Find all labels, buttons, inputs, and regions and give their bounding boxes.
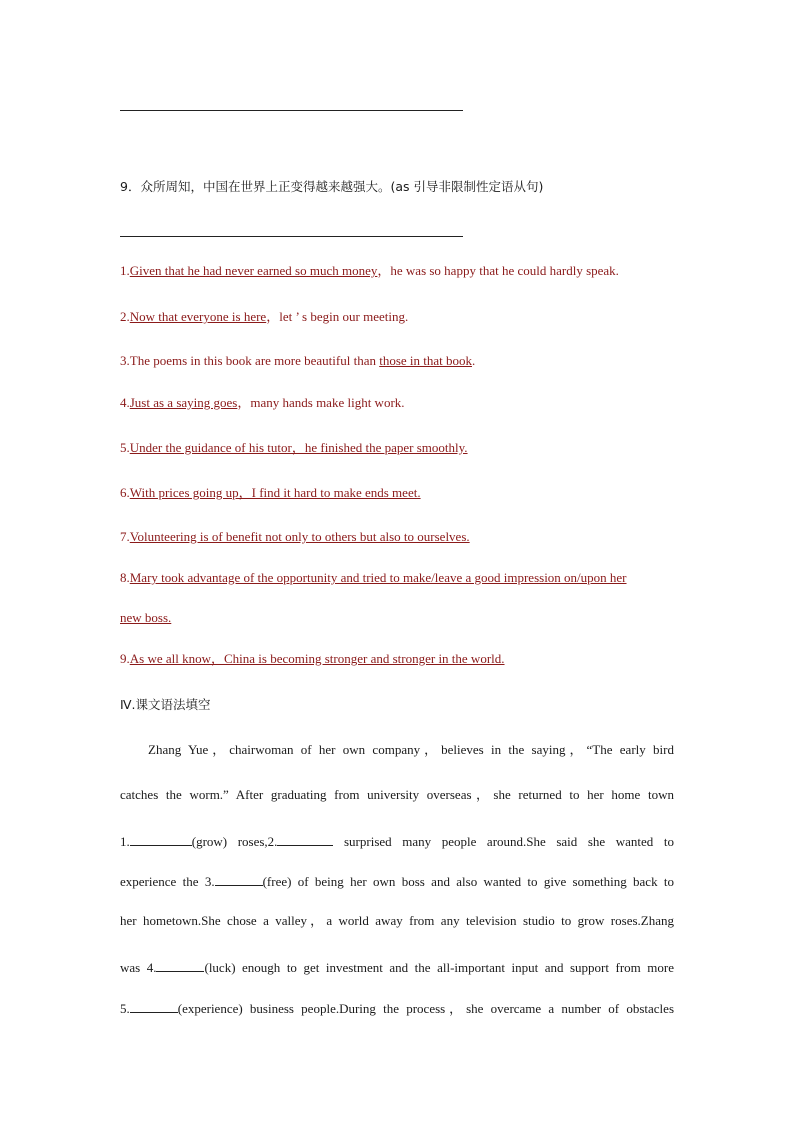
question-9	[120, 178, 674, 196]
answer-underlined: Under the guidance of his tutor，he finished the paper smoothly.	[129, 440, 468, 455]
answer-number: 2.	[120, 309, 130, 324]
answer-number: 9.	[120, 651, 130, 666]
answer-number: 7.	[120, 529, 130, 544]
answer-number: 8.	[120, 570, 130, 585]
passage-line-1: Zhang Yue，chairwoman of her own company，believes in the saying，“The early bird	[148, 742, 674, 757]
answer-underlined: Volunteering is of benefit not only to others but also to ourselves.	[129, 529, 470, 544]
answer-9	[120, 650, 674, 668]
answer-underlined: new boss.	[120, 610, 172, 625]
passage-line-4	[120, 871, 674, 891]
answer-4	[120, 394, 674, 412]
answer-underlined: Now that everyone is here	[129, 309, 267, 324]
answer-rest: ，many hands make light work.	[237, 395, 405, 410]
section-heading: Ⅳ.课文语法填空	[120, 697, 211, 712]
answer-8	[120, 569, 674, 587]
passage-text: (experience) business people.During the process，she overcame a number of obstacles	[177, 1001, 674, 1016]
passage-text: (free) of being her own boss and also wanted to give something back to	[262, 874, 674, 889]
blank-number: was 4.	[120, 960, 157, 975]
passage-line-6	[120, 957, 674, 977]
blank-3[interactable]	[215, 871, 263, 886]
passage-line-5: her hometown.She chose a valley，a world away from any television studio to grow roses.Zhang	[120, 913, 674, 928]
question-text: 众所周知，中国在世界上正变得越来越强大。(as 引导非限制性定语从句)	[140, 179, 544, 194]
answer-rest: .	[472, 353, 476, 368]
answer-rest: ，he was so happy that he could hardly speak.	[377, 263, 619, 278]
answer-number: 1.	[120, 263, 130, 278]
blank-1[interactable]	[130, 831, 192, 846]
answer-prefix: The poems in this book are more beautiful than	[129, 353, 380, 368]
answer-1	[120, 262, 674, 280]
answer-8-continued	[120, 609, 674, 627]
passage-text: (luck) enough to get investment and the all-important input and support from more	[204, 960, 674, 975]
answer-line	[120, 236, 463, 237]
answer-underlined: With prices going up，I find it hard to make ends meet.	[129, 485, 421, 500]
answer-number: 5.	[120, 440, 130, 455]
blank-number: 5.	[120, 1001, 130, 1016]
answer-7	[120, 528, 674, 546]
answer-3	[120, 352, 674, 370]
answer-underlined: Mary took advantage of the opportunity and tried to make/leave a good impression on/upon her	[129, 570, 627, 585]
passage-line-3	[120, 831, 674, 851]
blank-number: 1.	[120, 834, 130, 849]
answer-5	[120, 439, 674, 457]
passage-line-7	[120, 998, 674, 1018]
answer-underlined: Just as a saying goes	[129, 395, 238, 410]
blank-number: experience the 3.	[120, 874, 215, 889]
blank-5[interactable]	[130, 998, 178, 1013]
answer-underlined: Given that he had never earned so much money	[129, 263, 378, 278]
question-number: 9．	[120, 179, 141, 194]
answer-line	[120, 110, 463, 111]
answer-underlined: As we all know，China is becoming stronger and stronger in the world.	[129, 651, 505, 666]
answer-rest: ，let ’ s begin our meeting.	[266, 309, 409, 324]
passage-text: surprised many people around.She said she wanted to	[333, 834, 674, 849]
answer-underlined: those in that book	[379, 353, 473, 368]
blank-2[interactable]	[277, 831, 333, 846]
passage-text: (grow) roses,2.	[191, 834, 278, 849]
answer-2	[120, 308, 674, 326]
answer-number: 6.	[120, 485, 130, 500]
answer-number: 4.	[120, 395, 130, 410]
answer-number: 3.	[120, 353, 130, 368]
passage-line-2: catches the worm.” After graduating from university overseas，she returned to her home town	[120, 787, 674, 802]
answer-6	[120, 484, 674, 502]
blank-4[interactable]	[156, 957, 204, 972]
